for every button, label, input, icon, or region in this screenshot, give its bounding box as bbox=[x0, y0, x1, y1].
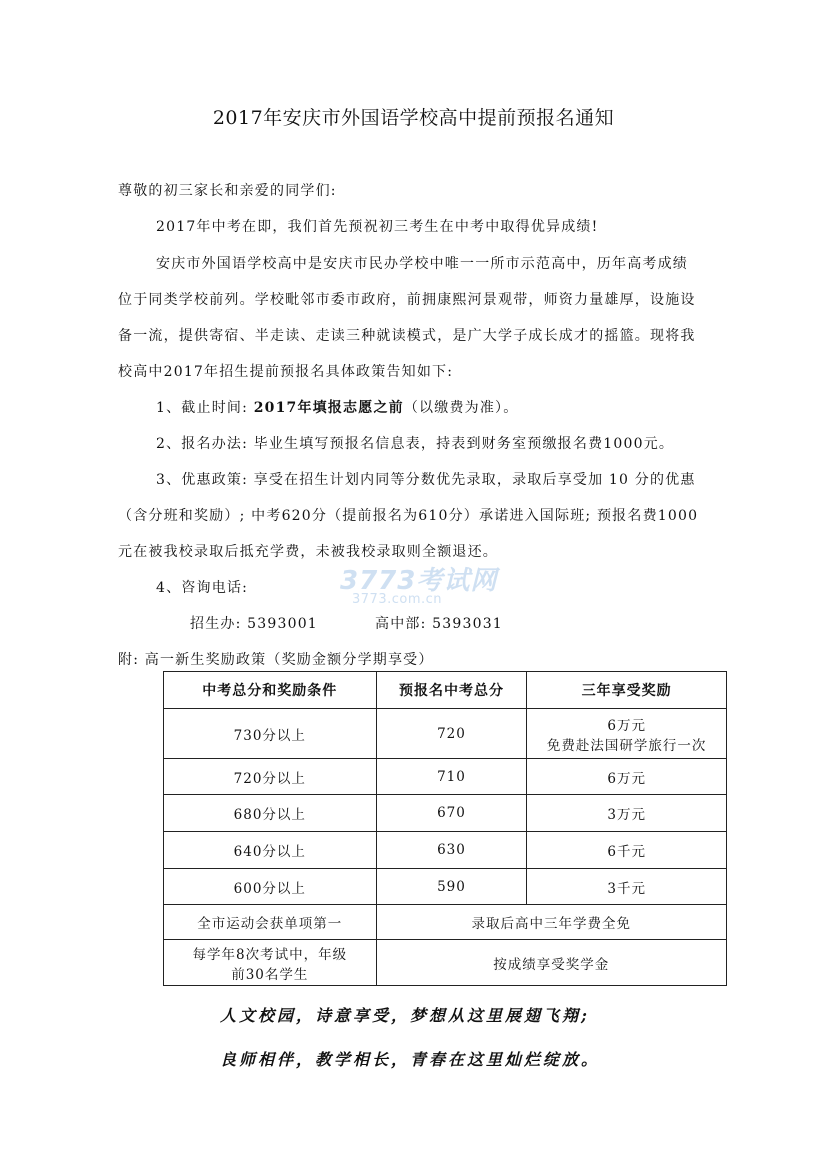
contact-office: 招生办: 5393001 bbox=[190, 616, 318, 632]
table-row bbox=[164, 709, 727, 759]
table-cell-condition: 600分以上 bbox=[164, 869, 377, 905]
item-deadline-prefix: 1、截止时间: bbox=[156, 400, 254, 416]
reward-table bbox=[163, 671, 727, 986]
intro-line-2: 位于同类学校前列。学校毗邻市委市政府，前拥康熙河景观带，师资力量雄厚，设施设 bbox=[118, 292, 696, 308]
greeting-paragraph: 2017年中考在即，我们首先预祝初三考生在中考中取得优异成绩! bbox=[156, 219, 599, 235]
table-header-cell: 三年享受奖励 bbox=[527, 672, 727, 709]
table-cell-score: 670 bbox=[376, 795, 527, 832]
watermark-sub: 3773.com.cn bbox=[352, 592, 442, 607]
item-registration: 2、报名办法: 毕业生填写预报名信息表，持表到财务室预缴报名费1000元。 bbox=[156, 436, 675, 452]
table-cell-condition: 730分以上 bbox=[164, 709, 377, 759]
table-row-merged bbox=[164, 940, 727, 986]
item-policy-line-3: 元在被我校录取后抵充学费，未被我校录取则全额退还。 bbox=[118, 544, 498, 560]
reward-line: 免费赴法国研学旅行一次 bbox=[546, 737, 707, 754]
intro-line-3: 备一流，提供寄宿、半走读、走读三种就读模式，是广大学子成长成才的摇篮。现将我 bbox=[118, 328, 696, 344]
table-cell-reward: 6千元 bbox=[527, 832, 727, 869]
table-row bbox=[164, 759, 727, 795]
item-deadline bbox=[156, 397, 518, 417]
table-cell-condition bbox=[164, 940, 377, 986]
item-deadline-suffix: （以缴费为准）。 bbox=[403, 400, 519, 416]
item-deadline-date: 2017年填报志愿之前 bbox=[253, 400, 404, 416]
watermark-main: 3773考试网 bbox=[340, 566, 498, 596]
table-cell-reward: 录取后高中三年学费全免 bbox=[376, 905, 726, 940]
condition-line: 前30名学生 bbox=[231, 966, 309, 983]
table-row-merged bbox=[164, 905, 727, 940]
table-cell-reward bbox=[527, 709, 727, 759]
table-header-row bbox=[164, 672, 727, 709]
item-policy-line-1: 3、优惠政策: 享受在招生计划内同等分数优先录取，录取后享受加 10 分的优惠 bbox=[156, 472, 696, 488]
table-header-cell: 预报名中考总分 bbox=[376, 672, 527, 709]
table-header-cell: 中考总分和奖励条件 bbox=[164, 672, 377, 709]
slogan-line-2: 良师相伴，教学相长，青春在这里灿烂绽放。 bbox=[220, 1050, 601, 1069]
intro-line-1: 安庆市外国语学校高中是安庆市民办学校中唯一一所市示范高中，历年高考成绩 bbox=[156, 256, 688, 272]
table-cell-score: 710 bbox=[376, 759, 527, 795]
table-cell-condition: 720分以上 bbox=[164, 759, 377, 795]
table-cell-reward: 6万元 bbox=[527, 759, 727, 795]
table-cell-score: 630 bbox=[376, 832, 527, 869]
table-row bbox=[164, 869, 727, 905]
table-cell-reward: 按成绩享受奖学金 bbox=[376, 940, 726, 986]
table-cell-condition: 640分以上 bbox=[164, 832, 377, 869]
contact-senior: 高中部: 5393031 bbox=[375, 616, 503, 632]
table-cell-score: 590 bbox=[376, 869, 527, 905]
table-cell-condition: 全市运动会获单项第一 bbox=[164, 905, 377, 940]
watermark-logo bbox=[330, 560, 500, 620]
salutation: 尊敬的初三家长和亲爱的同学们: bbox=[118, 183, 337, 199]
condition-line: 每学年8次考试中，年级 bbox=[192, 946, 348, 963]
appendix-heading: 附: 高一新生奖励政策（奖励金额分学期享受） bbox=[118, 652, 434, 668]
reward-line: 6万元 bbox=[607, 717, 646, 734]
slogan-line-1: 人文校园，诗意享受，梦想从这里展翅飞翔; bbox=[220, 1006, 590, 1025]
item-policy-line-2: （含分班和奖励）; 中考620分（提前报名为610分）承诺进入国际班; 预报名费1000 bbox=[118, 508, 699, 524]
intro-line-4: 校高中2017年招生提前预报名具体政策告知如下: bbox=[118, 364, 454, 380]
table-row bbox=[164, 832, 727, 869]
table-cell-reward: 3万元 bbox=[527, 795, 727, 832]
item-contact: 4、咨询电话: bbox=[156, 580, 249, 596]
page-title: 2017年安庆市外国语学校高中提前预报名通知 bbox=[212, 107, 615, 129]
table-row bbox=[164, 795, 727, 832]
table-cell-score: 720 bbox=[376, 709, 527, 759]
table-cell-reward: 3千元 bbox=[527, 869, 727, 905]
table-cell-condition: 680分以上 bbox=[164, 795, 377, 832]
